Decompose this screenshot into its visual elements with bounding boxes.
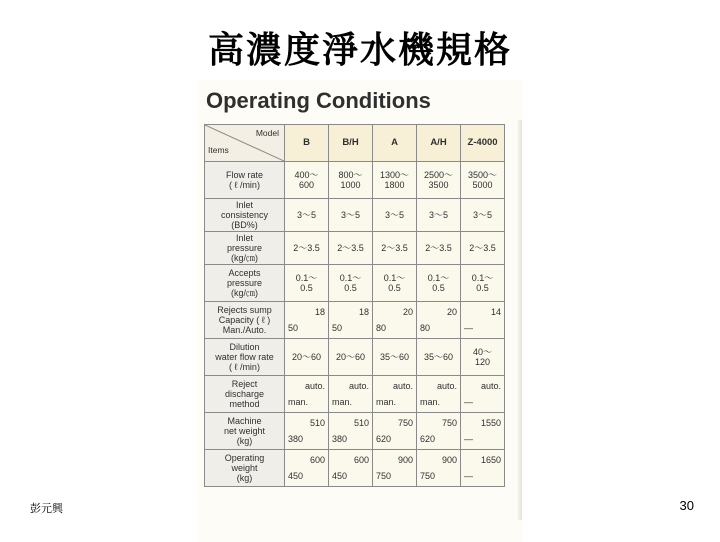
value-auto: 600 — [353, 455, 369, 465]
value-auto: 510 — [309, 418, 325, 428]
row-item-label — [205, 265, 285, 302]
value-cell — [373, 232, 417, 265]
table-row — [205, 413, 505, 450]
item-label-line: Reject — [231, 379, 258, 389]
scanned-spec-sheet — [196, 80, 522, 542]
item-label-line: (kg) — [236, 473, 253, 483]
item-label-line: (kg/㎝) — [230, 288, 258, 298]
value-cell — [329, 162, 373, 199]
value-line: 40～ — [472, 347, 492, 357]
value-line: 3～5 — [472, 210, 492, 220]
header-items-label: Items — [208, 145, 229, 155]
value-cell — [285, 232, 329, 265]
item-label-line: Capacity ( ℓ ) — [218, 315, 271, 325]
item-label-line: pressure — [226, 243, 262, 253]
row-item-label — [205, 376, 285, 413]
value-auto: 1550 — [480, 418, 501, 428]
item-label-line: ( ℓ /min) — [229, 180, 260, 190]
model-header-bh: B/H — [329, 125, 373, 162]
value-cell — [373, 199, 417, 232]
value-auto: 14 — [490, 307, 501, 317]
value-cell — [329, 199, 373, 232]
value-line: 2～3.5 — [469, 243, 496, 253]
operating-conditions-table — [204, 124, 505, 487]
value-manual: — — [464, 323, 473, 333]
item-label-line: Inlet — [235, 200, 253, 210]
value-manual: 620 — [376, 434, 392, 444]
value-manual: — — [464, 471, 473, 481]
item-label-line: Flow rate — [225, 170, 263, 180]
value-manual: — — [464, 434, 473, 444]
scan-page-edge — [516, 120, 522, 520]
value-cell — [373, 376, 417, 413]
item-label-line: (kg) — [236, 436, 253, 446]
item-label-line: net weight — [223, 426, 266, 436]
value-cell — [285, 339, 329, 376]
value-line: 5000 — [472, 180, 493, 190]
value-auto: auto. — [392, 381, 413, 391]
header-model-label: Model — [255, 128, 279, 138]
value-line: 2～3.5 — [293, 243, 320, 253]
item-label-line: Rejects sump — [217, 305, 272, 315]
value-cell — [285, 302, 329, 339]
value-auto: 20 — [402, 307, 413, 317]
value-line: 600 — [298, 180, 315, 190]
value-auto: 1650 — [480, 455, 501, 465]
value-line: 2～3.5 — [337, 243, 364, 253]
value-line: 0.5 — [476, 283, 489, 293]
item-label-line: consistency — [220, 210, 269, 220]
item-label-line: water flow rate — [215, 352, 274, 362]
value-line: 0.1～ — [471, 273, 494, 283]
value-manual: man. — [376, 397, 397, 407]
value-manual: 750 — [376, 471, 392, 481]
item-label-line: ( ℓ /min) — [229, 362, 260, 372]
value-manual: man. — [288, 397, 309, 407]
value-manual: 620 — [420, 434, 436, 444]
table-row — [205, 339, 505, 376]
value-manual: 80 — [376, 323, 387, 333]
value-line: 20～60 — [291, 352, 322, 362]
value-auto: 20 — [446, 307, 457, 317]
value-auto: 600 — [309, 455, 325, 465]
item-label-line: pressure — [226, 278, 262, 288]
value-cell — [461, 376, 505, 413]
value-line: 3500～ — [467, 170, 498, 180]
value-cell — [373, 265, 417, 302]
value-line: 0.1～ — [339, 273, 362, 283]
item-label-line: (kg/㎝) — [230, 253, 258, 263]
table-row — [205, 232, 505, 265]
row-item-label — [205, 339, 285, 376]
value-cell — [461, 162, 505, 199]
value-cell — [461, 413, 505, 450]
value-line: 0.1～ — [427, 273, 450, 283]
value-cell — [417, 302, 461, 339]
value-line: 3～5 — [296, 210, 316, 220]
row-item-label — [205, 302, 285, 339]
row-item-label — [205, 162, 285, 199]
value-cell — [329, 413, 373, 450]
model-header-ah: A/H — [417, 125, 461, 162]
value-auto: 750 — [397, 418, 413, 428]
value-manual: 80 — [420, 323, 431, 333]
value-cell — [373, 413, 417, 450]
value-auto: 750 — [441, 418, 457, 428]
value-cell — [329, 265, 373, 302]
value-cell — [285, 199, 329, 232]
value-manual: man. — [420, 397, 441, 407]
value-line: 1000 — [340, 180, 361, 190]
value-cell — [417, 199, 461, 232]
item-label-line: method — [229, 399, 260, 409]
value-auto: 18 — [314, 307, 325, 317]
value-cell — [417, 413, 461, 450]
value-cell — [329, 232, 373, 265]
value-line: 0.1～ — [383, 273, 406, 283]
footer-page-number: 30 — [679, 498, 694, 513]
table-row — [205, 199, 505, 232]
model-header-z4000: Z-4000 — [461, 125, 505, 162]
value-auto: 900 — [441, 455, 457, 465]
row-item-label — [205, 413, 285, 450]
table-row — [205, 376, 505, 413]
value-line: 0.5 — [300, 283, 313, 293]
value-cell — [417, 450, 461, 487]
value-cell — [461, 199, 505, 232]
value-line: 800～ — [338, 170, 363, 180]
value-cell — [285, 265, 329, 302]
value-cell — [329, 376, 373, 413]
table-header-row — [205, 125, 505, 162]
value-manual: 450 — [288, 471, 304, 481]
value-line: 2～3.5 — [381, 243, 408, 253]
corner-header-cell — [205, 125, 285, 162]
value-manual: man. — [332, 397, 353, 407]
value-manual: 50 — [332, 323, 343, 333]
value-cell — [461, 339, 505, 376]
value-line: 0.5 — [432, 283, 445, 293]
slide-title: 高濃度淨水機規格 — [207, 29, 512, 71]
value-cell — [373, 450, 417, 487]
value-line: 35～60 — [423, 352, 454, 362]
value-cell — [461, 232, 505, 265]
item-label-line: discharge — [224, 389, 265, 399]
item-label-line: Operating — [224, 453, 265, 463]
value-line: 1300～ — [379, 170, 410, 180]
value-line: 3～5 — [428, 210, 448, 220]
value-cell — [417, 232, 461, 265]
value-cell — [417, 376, 461, 413]
item-label-line: Machine — [227, 416, 262, 426]
item-label-line: (BD%) — [231, 220, 258, 230]
table-row — [205, 265, 505, 302]
row-item-label — [205, 232, 285, 265]
value-line: 0.5 — [344, 283, 357, 293]
value-cell — [329, 450, 373, 487]
item-label-line: weight — [231, 463, 258, 473]
value-line: 2500～ — [423, 170, 454, 180]
value-cell — [417, 162, 461, 199]
value-auto: auto. — [304, 381, 325, 391]
value-cell — [461, 302, 505, 339]
model-header-b: B — [285, 125, 329, 162]
value-line: 2～3.5 — [425, 243, 452, 253]
table-row — [205, 302, 505, 339]
value-cell — [461, 450, 505, 487]
value-line: 0.5 — [388, 283, 401, 293]
value-line: 3～5 — [340, 210, 360, 220]
value-manual: 380 — [288, 434, 304, 444]
item-label-line: Man./Auto. — [222, 325, 267, 335]
value-cell — [373, 162, 417, 199]
value-line: 400～ — [294, 170, 319, 180]
value-line: 3500 — [428, 180, 449, 190]
value-line: 20～60 — [335, 352, 366, 362]
value-cell — [285, 450, 329, 487]
model-header-a: A — [373, 125, 417, 162]
value-cell — [461, 265, 505, 302]
value-cell — [373, 302, 417, 339]
value-line: 0.1～ — [295, 273, 318, 283]
value-manual: 50 — [288, 323, 299, 333]
footer-author: 彭元興 — [30, 502, 63, 515]
value-auto: 18 — [358, 307, 369, 317]
value-cell — [329, 302, 373, 339]
row-item-label — [205, 450, 285, 487]
row-item-label — [205, 199, 285, 232]
value-auto: auto. — [480, 381, 501, 391]
value-manual: 750 — [420, 471, 436, 481]
value-cell — [417, 265, 461, 302]
value-line: 120 — [474, 357, 491, 367]
value-manual: — — [464, 397, 473, 407]
value-auto: auto. — [436, 381, 457, 391]
table-row — [205, 162, 505, 199]
value-auto: 510 — [353, 418, 369, 428]
spec-sheet-heading: Operating Conditions — [206, 88, 431, 113]
value-cell — [373, 339, 417, 376]
value-auto: 900 — [397, 455, 413, 465]
item-label-line: Dilution — [229, 342, 260, 352]
table-row — [205, 450, 505, 487]
item-label-line: Accepts — [228, 268, 261, 278]
value-line: 35～60 — [379, 352, 410, 362]
value-line: 1800 — [384, 180, 405, 190]
value-cell — [285, 376, 329, 413]
value-manual: 450 — [332, 471, 348, 481]
value-cell — [329, 339, 373, 376]
value-auto: auto. — [348, 381, 369, 391]
value-manual: 380 — [332, 434, 348, 444]
item-label-line: Inlet — [235, 233, 253, 243]
value-cell — [285, 413, 329, 450]
value-cell — [417, 339, 461, 376]
value-line: 3～5 — [384, 210, 404, 220]
value-cell — [285, 162, 329, 199]
